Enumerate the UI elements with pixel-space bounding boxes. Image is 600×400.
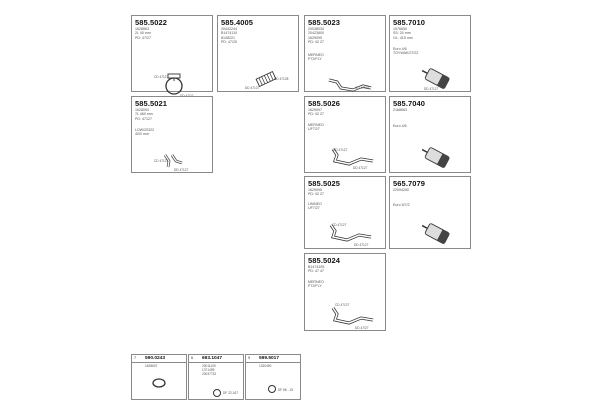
clamp-drawing-icon	[211, 388, 223, 398]
part-tag: DD 47127	[354, 243, 369, 247]
exhaust-pipe-drawing-icon	[325, 74, 375, 96]
item-number: 6	[191, 356, 194, 360]
part-number: 585.7010	[393, 18, 426, 27]
part-card-585-5025	[304, 176, 386, 249]
part-tag: CD 47127	[154, 159, 169, 163]
part-tag: CD 47127	[332, 223, 347, 227]
part-details: 22094250	[393, 188, 409, 192]
part-number: 599.5017	[259, 355, 280, 361]
part-number: 585.5025	[308, 179, 341, 188]
part-details: 2168663	[393, 108, 407, 112]
part-application: MERNEO P72/FLY	[308, 53, 324, 62]
muffler-drawing-icon	[420, 145, 456, 171]
part-application: Euro 4/6 TOYWAK/27/22	[393, 47, 419, 56]
part-application: MERNEO UF7/27	[308, 123, 324, 132]
muffler-drawing-icon	[420, 221, 456, 247]
part-card-585-7040	[389, 96, 471, 173]
part-tag: DD 47127	[424, 87, 439, 91]
part-number: 585.5024	[308, 256, 341, 265]
part-card-585-5023	[304, 15, 386, 92]
part-application: Euro 5/7/2	[393, 203, 410, 207]
part-tag: CD 47127	[355, 86, 370, 90]
part-details: 1629097 PD: 42 27	[308, 108, 324, 117]
accessory-card-693-1047	[188, 354, 244, 400]
part-number: 585.5021	[135, 99, 168, 108]
part-details: B1474395 PD: 47 47	[308, 265, 325, 274]
part-tag: CD 47128	[274, 77, 289, 81]
accessory-header	[246, 355, 300, 363]
part-number: 585.5023	[308, 18, 341, 27]
part-card-585-5022	[131, 15, 213, 92]
part-card-585-7010	[389, 15, 471, 92]
part-tag: DD 47/27	[355, 326, 369, 330]
part-tag: DD 47127	[174, 168, 189, 172]
part-details: 20011105 1371495 20037732	[202, 364, 217, 376]
part-tag: DF 22-167	[223, 391, 239, 395]
part-tag: CD 47127	[154, 75, 169, 79]
exhaust-pipe-drawing-icon	[327, 304, 377, 330]
part-tag: DD 47127	[353, 166, 368, 170]
part-tag: CD 47127	[333, 148, 348, 152]
part-number: 585.5026	[308, 99, 341, 108]
part-number: 585.5022	[135, 18, 168, 27]
clamp-drawing-icon	[266, 384, 278, 394]
item-number: 7	[134, 356, 137, 360]
accessory-card-590-0243	[131, 354, 187, 400]
item-number: 9	[248, 356, 251, 360]
part-card-585-4005	[217, 15, 299, 92]
part-details: 1576650 SS: 20 mm OL: 415 mm	[393, 27, 413, 40]
part-number: 585.7040	[393, 99, 426, 108]
part-details: 20038030 20423800 1629099 PD: 42 27	[308, 27, 324, 44]
part-application: LIMNEO UF7/27	[308, 202, 322, 211]
part-number: 565.7079	[393, 179, 426, 188]
part-application: MERNEO P72/FLY	[308, 280, 324, 289]
part-details: 1320490	[259, 364, 272, 368]
part-details: 1629095 PD: 42 27	[308, 188, 324, 197]
part-details: 1628863 2L 40 mm PD: 47/27	[135, 27, 151, 40]
part-card-585-5021	[131, 96, 213, 173]
part-details: 1628094 7L 460 mm PD: 47127	[135, 108, 153, 121]
accessory-card-599-5017	[245, 354, 301, 400]
part-number: 693.1047	[202, 355, 223, 361]
accessory-header	[132, 355, 186, 363]
part-number: 590.0243	[145, 355, 166, 361]
part-card-565-7079	[389, 176, 471, 249]
gasket-drawing-icon	[151, 377, 167, 389]
part-application: LOW/20322 40/0 mm	[135, 128, 155, 137]
part-tag: CD 47127	[335, 303, 350, 307]
part-details: 1628607	[145, 364, 158, 368]
part-details: 20442244 B1474110 8108221 PD: 47/25	[221, 27, 238, 44]
part-card-585-5026	[304, 96, 386, 173]
part-number: 585.4005	[221, 18, 254, 27]
part-tag: DF 86 - 15	[278, 388, 294, 392]
part-application: Euro 4/6	[393, 124, 407, 128]
accessory-header	[189, 355, 243, 363]
part-card-585-5024	[304, 253, 386, 331]
part-tag: DD 47127	[245, 86, 260, 90]
